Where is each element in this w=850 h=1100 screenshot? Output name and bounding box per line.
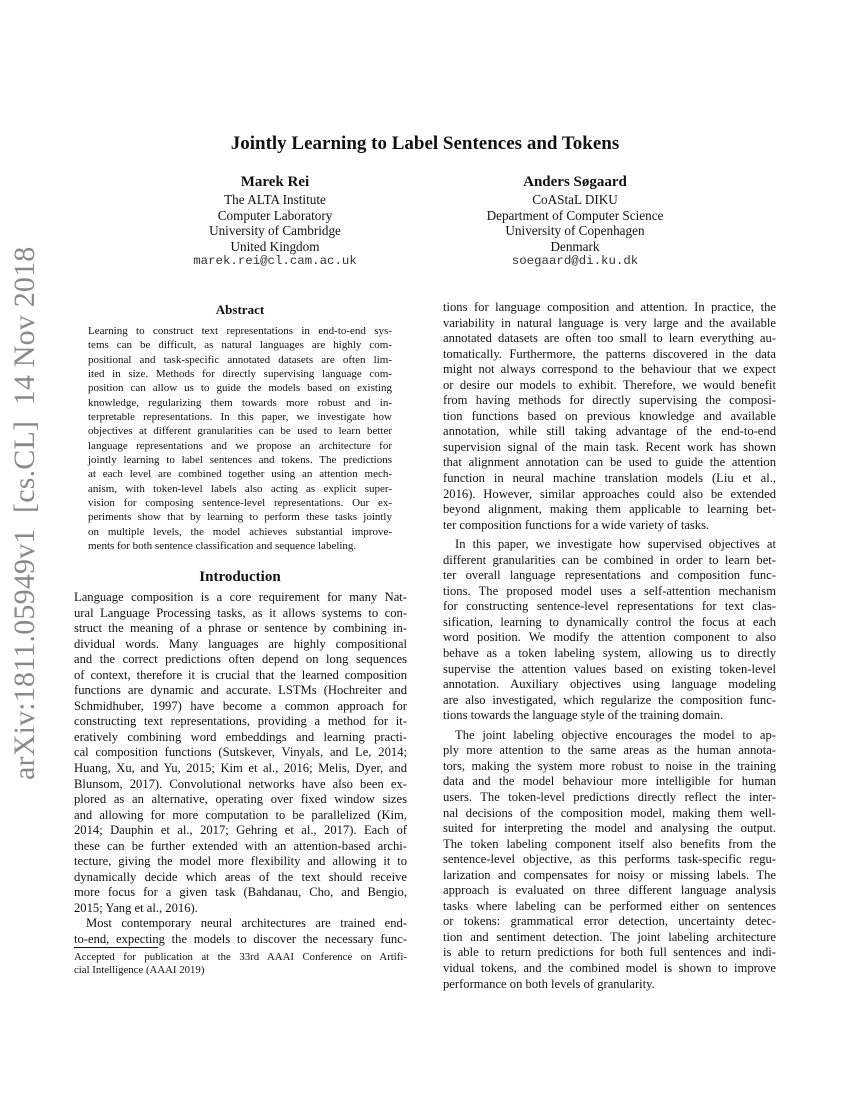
text-line: to-end, expecting the models to discover the necessary func- <box>74 932 407 947</box>
text-line: 2014; Dauphin et al., 2017; Gehring et al., 2017). Each of <box>74 823 407 838</box>
text-line: knowledge, regularizing them towards more robust and in- <box>88 396 392 409</box>
paper-title: Jointly Learning to Label Sentences and Tokens <box>230 133 620 154</box>
text-line: function in neural machine translation models (Liu et al., <box>443 471 776 486</box>
text-line: different granularities can be combined in order to learn bet- <box>443 552 776 567</box>
text-line: tomatically. Furthermore, the patterns discovered in the data <box>443 346 776 361</box>
text-line: cal composition functions (Sutskever, Vinyals, and Le, 2014; <box>74 745 407 760</box>
text-line: 2015; Yang et al., 2016). <box>74 900 198 915</box>
text-line: ural Language Processing tasks, as it allows systems to con- <box>74 605 407 620</box>
text-line: Accepted for publication at the 33rd AAAI Conference on Artifi- <box>74 951 407 963</box>
text-line: Most contemporary neural architectures are trained end- <box>86 916 407 931</box>
author-block-2 <box>445 173 705 270</box>
author-affiliation: CoAStaL DIKU <box>532 192 618 207</box>
text-line: or desire our models to exhibit. Therefore, we would benefit <box>443 377 776 392</box>
text-line: annotation. Auxiliary objectives using language modeling <box>443 677 776 692</box>
text-line: ments for both sentence classification and sequence labeling. <box>88 540 357 553</box>
text-line: of context, therefore it is crucial that the learned composition <box>74 667 407 682</box>
text-line: vision for composing sentence-level representations. Our ex- <box>88 497 392 510</box>
text-line: periments show that by learning to perform these tasks jointly <box>88 511 392 524</box>
author-affiliation: University of Cambridge <box>209 223 341 238</box>
text-line: Schmidhuber, 1997) have become a common approach for <box>74 698 407 713</box>
text-line: tems can be difficult, as natural languages are highly com- <box>88 339 392 352</box>
introduction-body <box>74 590 407 948</box>
text-line: from having methods for directly supervising the composi- <box>443 393 776 408</box>
text-line: anism, with token-level labels also acting as explicit super- <box>88 482 392 495</box>
text-line: sentence-level objective, as this performs task-specific regu- <box>443 852 776 867</box>
text-line: Blunsom, 2017). Convolutional networks have also been ex- <box>74 776 407 791</box>
arxiv-stamp: arXiv:1811.05949v1 [cs.CL] 14 Nov 2018 <box>8 246 41 780</box>
text-line: is able to return predictions for both full sentences and indi- <box>443 945 776 960</box>
footnote <box>74 951 407 977</box>
abstract-heading: Abstract <box>215 302 265 317</box>
text-line: The token labeling component itself also benefits from the <box>443 836 776 851</box>
text-line: sification, learning to dynamically control the focus at each <box>443 614 776 629</box>
author-block-1 <box>145 173 405 270</box>
text-line: jointly learning to label sentences and tokens. The predictions <box>88 454 392 467</box>
author-affiliation: United Kingdom <box>230 238 320 254</box>
text-line: constructing text representations, providing a method for it- <box>74 714 407 729</box>
author-email: marek.rei@cl.cam.ac.uk <box>193 254 357 268</box>
text-line: on multiple levels, the model achieves substantial improve- <box>88 525 392 538</box>
text-line: ited in size. Methods for directly supervising language com- <box>88 368 392 381</box>
author-affiliation: Denmark <box>550 238 600 254</box>
text-line: The joint labeling objective encourages the model to ap- <box>455 727 776 742</box>
text-line: these can be further extended with an attention-based archi- <box>74 838 407 853</box>
text-line: performance on both levels of granularity. <box>443 976 655 991</box>
text-line: for constructing sentence-level representations for text clas- <box>443 599 776 614</box>
text-line: might not always correspond to the behaviour that we expect <box>443 362 776 377</box>
text-line: positional and task-specific annotated datasets are often lim- <box>88 353 392 366</box>
text-line: supervision signal of the main task. Recent work has shown <box>443 439 776 454</box>
text-line: suited for interpreting the model and analysing the output. <box>443 821 776 836</box>
text-line: terpretable representations. In this paper, we investigate how <box>88 411 392 424</box>
right-column-body <box>443 300 776 992</box>
text-line: tions for language composition and attention. In practice, the <box>443 300 776 314</box>
text-line: 2016). However, similar approaches could also be extended <box>443 486 776 501</box>
author-affiliation: University of Copenhagen <box>505 223 645 238</box>
author-name: Marek Rei <box>240 174 310 190</box>
text-line: larization and compensates for noisy or missing labels. The <box>443 867 776 882</box>
text-line: eratively combining word embeddings and learning practi- <box>74 729 407 744</box>
text-line: behave as a token labeling system, allowing us to directly <box>443 646 776 661</box>
text-line: ter overall language representations and composition func- <box>443 568 776 583</box>
text-line: Learning to construct text representations in end-to-end sys- <box>88 325 392 337</box>
text-line: beyond alignment, making them applicable to learning bet- <box>443 502 776 517</box>
text-line: tion and sentiment detection. The joint labeling architecture <box>443 929 776 944</box>
text-line: language representations and we propose an architecture for <box>88 439 392 452</box>
text-line: cial Intelligence (AAAI 2019) <box>74 964 205 977</box>
text-line: tecture, giving the model more flexibility and allowing it to <box>74 854 407 869</box>
text-line: tions towards the language style of the training domain. <box>443 708 724 723</box>
author-affiliation: Computer Laboratory <box>217 207 333 223</box>
text-line: more focus for a given task (Bahdanau, Cho, and Bengio, <box>74 885 407 900</box>
text-line: vidual tokens, and the combined model is shown to improve <box>443 960 776 975</box>
text-line: word position. We modify the attention component to also <box>443 630 776 645</box>
author-name: Anders Søgaard <box>523 174 627 190</box>
text-line: tion functions based on previous knowledge and available <box>443 408 776 423</box>
text-line: and the correct predictions often depend on long sequences <box>74 652 407 667</box>
introduction-heading: Introduction <box>199 569 281 585</box>
text-line: are also investigated, which regularize the composition func- <box>443 692 776 707</box>
text-line: ply more attention to the same areas as the human annota- <box>443 743 776 758</box>
text-line: users. The token-level predictions directly reflect the inter- <box>443 789 776 804</box>
text-line: annotated datasets are often too small to learn everything au- <box>443 331 776 346</box>
author-affiliation: The ALTA Institute <box>224 192 326 207</box>
text-line: tors, making the system more robust to noise in the training <box>443 758 776 773</box>
text-line: functions are dynamic and accurate. LSTMs (Hochreiter and <box>74 683 407 698</box>
text-line: Language composition is a core requirement for many Nat- <box>74 590 407 604</box>
text-line: supervise the attention values based on existing token-level <box>443 661 776 676</box>
author-email: soegaard@di.ku.dk <box>511 254 639 268</box>
text-line: dynamically decide which areas of the text should receive <box>74 869 407 884</box>
text-line: approach is evaluated on three different language analysis <box>443 883 776 898</box>
text-line: ter composition functions for a wide variety of tasks. <box>443 517 710 532</box>
text-line: and allowing for more computation to be parallelized (Kim, <box>74 807 407 822</box>
text-line: plored as an alternative, operating over fixed window sizes <box>74 792 407 807</box>
text-line: tions. The proposed model uses a self-attention mechanism <box>443 583 776 598</box>
text-line: data and the model behaviour more intelligible for human <box>443 774 776 789</box>
text-line: at each level are combined together using an attention mech- <box>88 468 392 481</box>
text-line: position can allow us to guide the models based on existing <box>88 382 392 395</box>
text-line: nal decisions of the composition model, making them well- <box>443 805 776 820</box>
text-line: tasks where labeling can be performed either on sentences <box>443 898 776 913</box>
footnote-rule <box>74 947 158 948</box>
text-line: In this paper, we investigate how supervised objectives at <box>455 537 776 552</box>
text-line: variability in natural language is very large and the available <box>443 315 776 330</box>
text-line: annotation, while still taking advantage of the end-to-end <box>443 424 776 439</box>
text-line: objectives at different granularities can be used to learn better <box>88 425 392 438</box>
author-affiliation: Department of Computer Science <box>486 207 664 223</box>
text-line: or tokens: grammatical error detection, uncertainty detec- <box>443 914 776 929</box>
text-line: struct the meaning of a phrase or sentence by combining in- <box>74 621 407 636</box>
text-line: dividual words. Many languages are highly compositional <box>74 636 407 651</box>
text-line: that alignment annotation can be used to guide the attention <box>443 455 776 470</box>
abstract-body <box>88 324 392 554</box>
text-line: Huang, Xu, and Yu, 2015; Kim et al., 2016; Melis, Dyer, and <box>74 761 407 776</box>
